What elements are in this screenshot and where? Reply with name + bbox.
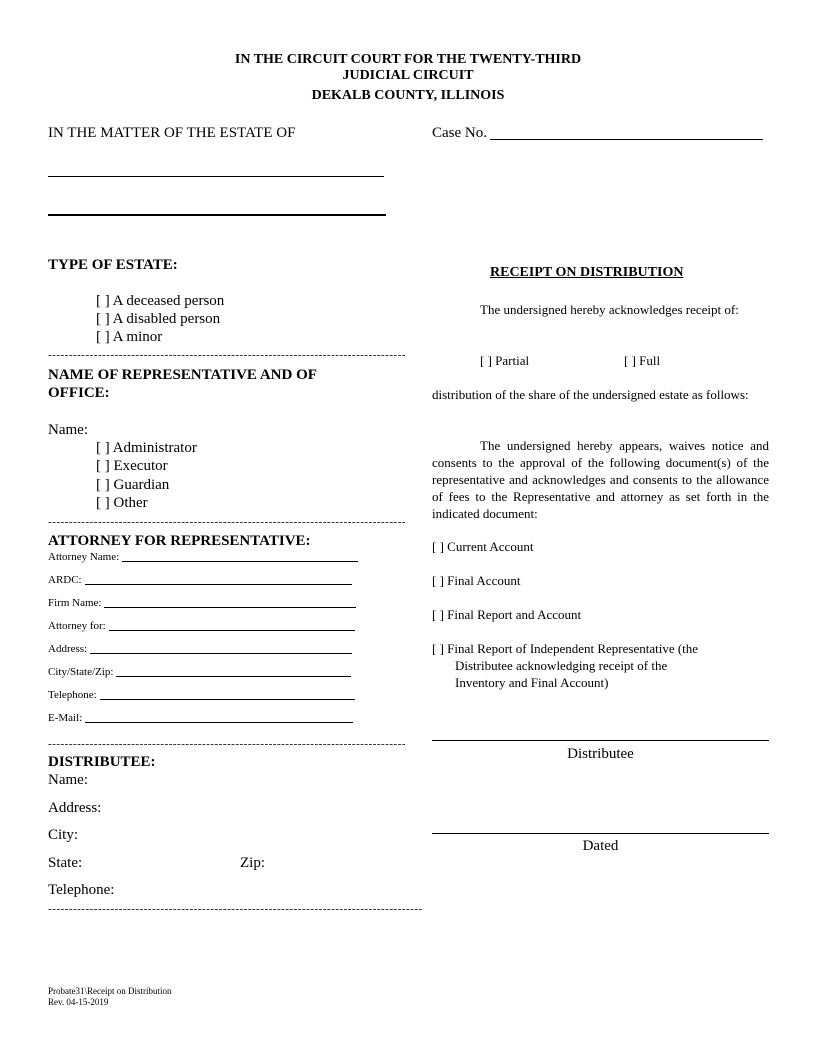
type-of-estate-title: TYPE OF ESTATE:	[48, 257, 178, 273]
address-field[interactable]	[48, 642, 352, 656]
option-partial[interactable]: [ ] Partial	[480, 353, 530, 368]
firm-name-label: Firm Name:	[48, 597, 102, 609]
option-minor[interactable]: [ ] A minor	[96, 329, 163, 345]
option-guardian[interactable]: [ ] Guardian	[96, 477, 170, 493]
distributee-title: DISTRIBUTEE:	[48, 754, 156, 770]
field-line	[104, 607, 356, 608]
case-no-field[interactable]	[490, 139, 763, 140]
option-deceased-person[interactable]: [ ] A deceased person	[96, 293, 225, 309]
city-state-zip-label: City/State/Zip:	[48, 666, 114, 678]
attorney-for-label: Attorney for:	[48, 620, 106, 632]
email-field[interactable]	[48, 711, 353, 725]
field-line	[109, 630, 355, 631]
court-county: DEKALB COUNTY, ILLINOIS	[311, 88, 505, 103]
footer-revision: Rev. 04-15-2019	[48, 997, 109, 1007]
receipt-paragraph-3: The undersigned hereby appears, waives notice and consents to the approval of the following document(s) of the representative and acknowledges and consents to the allowance of fees to the Representative and attorney as set forth in the indicated document:	[432, 438, 769, 521]
distributee-signature-line[interactable]	[432, 740, 769, 741]
field-line	[122, 561, 358, 562]
option-administrator[interactable]: [ ] Administrator	[96, 440, 197, 456]
city-state-zip-field[interactable]	[48, 665, 351, 679]
divider: --------------------------------------------------------------------------------------	[48, 516, 407, 528]
case-no-label: Case No.	[432, 125, 487, 141]
field-line	[116, 676, 351, 677]
representative-title-line2: OFFICE:	[48, 385, 110, 401]
distributee-name-label[interactable]: Name:	[48, 772, 88, 788]
final-report-independent-line2: Distributee acknowledging receipt of the	[455, 658, 668, 673]
email-label: E-Mail:	[48, 712, 83, 724]
option-final-report-independent[interactable]: [ ] Final Report of Independent Representative (the	[432, 641, 699, 656]
receipt-paragraph-1: The undersigned hereby acknowledges receipt of:	[480, 302, 739, 317]
option-full[interactable]: [ ] Full	[624, 353, 661, 368]
telephone-label: Telephone:	[48, 689, 97, 701]
divider: --------------------------------------------------------------------------------------	[48, 349, 407, 361]
field-line	[85, 584, 352, 585]
address-label: Address:	[48, 643, 88, 655]
court-name-line2: JUDICIAL CIRCUIT	[342, 68, 474, 83]
option-executor[interactable]: [ ] Executor	[96, 458, 168, 474]
distributee-address-label[interactable]: Address:	[48, 800, 102, 816]
field-line	[90, 653, 352, 654]
footer-form-id: Probate31\Receipt on Distribution	[48, 986, 172, 996]
representative-title-line1: NAME OF REPRESENTATIVE AND OF	[48, 367, 317, 383]
estate-name-field[interactable]	[48, 176, 384, 177]
ardc-field[interactable]	[48, 573, 352, 587]
distributee-telephone-label[interactable]: Telephone:	[48, 882, 115, 898]
option-disabled-person[interactable]: [ ] A disabled person	[96, 311, 221, 327]
estate-name-underline	[48, 214, 386, 216]
option-other[interactable]: [ ] Other	[96, 495, 148, 511]
attorney-for-field[interactable]	[48, 619, 355, 633]
court-name-line1: IN THE CIRCUIT COURT FOR THE TWENTY-THIRD	[234, 52, 582, 67]
distributee-state-label[interactable]: State:	[48, 855, 83, 871]
option-final-account[interactable]: [ ] Final Account	[432, 573, 521, 588]
representative-name-label: Name:	[48, 422, 88, 438]
final-report-independent-line3: Inventory and Final Account)	[455, 675, 609, 690]
field-line	[85, 722, 353, 723]
dated-line[interactable]	[432, 833, 769, 834]
receipt-paragraph-2: distribution of the share of the undersigned estate as follows:	[432, 387, 749, 402]
attorney-name-label: Attorney Name:	[48, 551, 120, 563]
ardc-label: ARDC:	[48, 574, 82, 586]
attorney-title: ATTORNEY FOR REPRESENTATIVE:	[48, 533, 311, 549]
field-line	[100, 699, 355, 700]
distributee-zip-label[interactable]: Zip:	[240, 855, 265, 871]
firm-name-field[interactable]	[48, 596, 356, 610]
divider: --------------------------------------------------------------------------------------	[48, 738, 407, 750]
option-current-account[interactable]: [ ] Current Account	[432, 539, 534, 554]
distributee-city-label[interactable]: City:	[48, 827, 79, 843]
telephone-field[interactable]	[48, 688, 355, 702]
dated-label: Dated	[582, 838, 619, 854]
option-final-report-and-account[interactable]: [ ] Final Report and Account	[432, 607, 582, 622]
attorney-name-field[interactable]	[48, 550, 358, 564]
receipt-title: RECEIPT ON DISTRIBUTION	[490, 265, 684, 280]
divider: ------------------------------------------------------------------------------------------	[48, 903, 423, 915]
matter-label: IN THE MATTER OF THE ESTATE OF	[48, 125, 296, 141]
distributee-signature-label: Distributee	[567, 746, 634, 762]
